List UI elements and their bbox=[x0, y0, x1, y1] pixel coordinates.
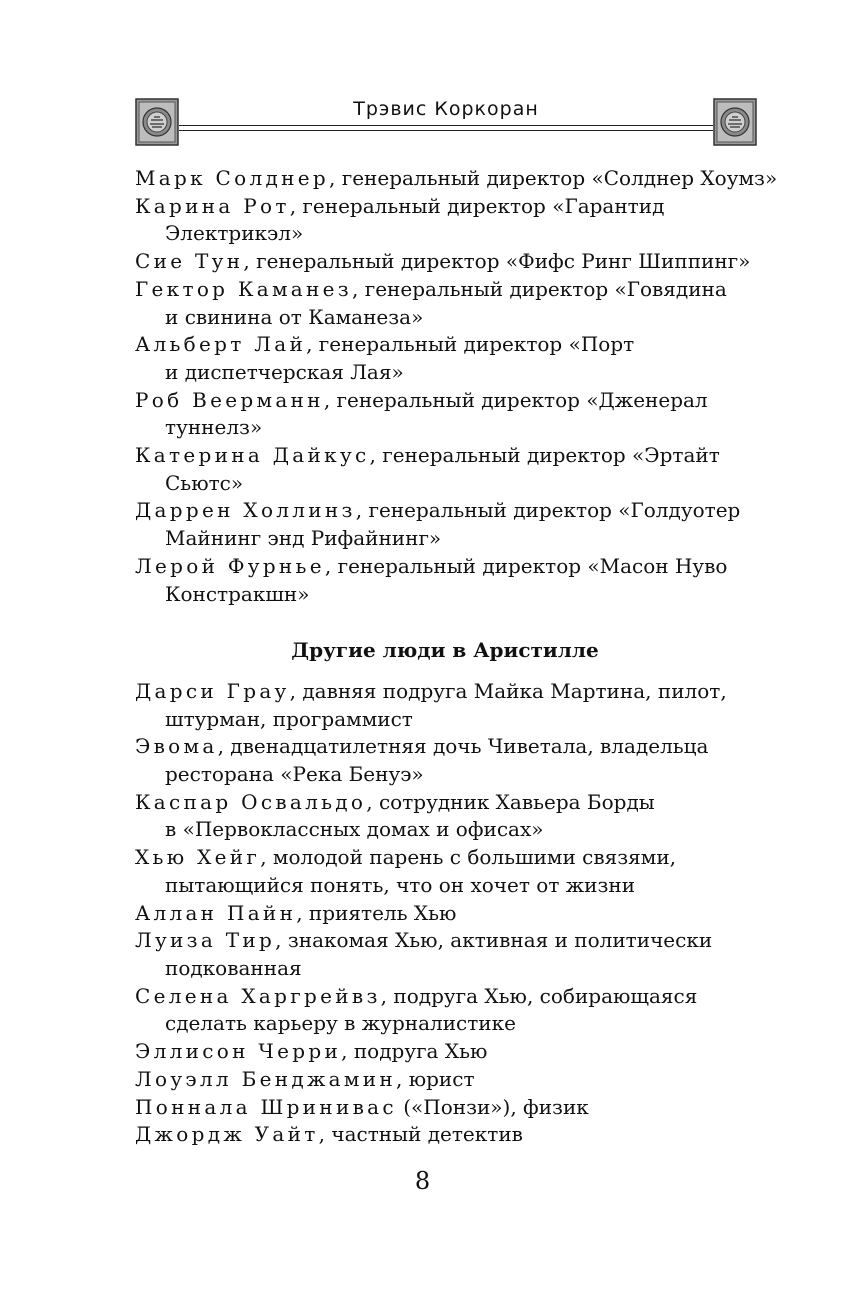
others-list bbox=[135, 678, 755, 1149]
person-name: Луиза Тир bbox=[135, 928, 276, 953]
person-description: , молодой парень с большими связями, bbox=[260, 845, 677, 870]
running-header bbox=[135, 98, 757, 150]
person-name: Катерина Дайкус bbox=[135, 443, 370, 468]
description-continuation: и свинина от Каманеза» bbox=[165, 304, 424, 329]
list-item bbox=[135, 442, 755, 497]
person-description: , подруга Хью, собирающаяся bbox=[380, 983, 698, 1008]
person-description: , знакомая Хью, активная и политически bbox=[275, 928, 713, 953]
description-continuation: сделать карьеру в журналистике bbox=[165, 1011, 516, 1036]
person-name: Карина Рот bbox=[135, 193, 290, 218]
person-description: («Понзи»), физик bbox=[396, 1094, 589, 1119]
list-item bbox=[135, 983, 755, 1038]
description-continuation: Сьютс» bbox=[165, 470, 244, 495]
description-continuation: и диспетчерская Лая» bbox=[165, 359, 404, 384]
person-description: , генеральный директор «Гарантид bbox=[289, 193, 665, 218]
person-name: Даррен Холлинз bbox=[135, 498, 356, 523]
person-description: , двенадцатилетняя дочь Чиветала, владельца bbox=[217, 734, 709, 759]
person-description: , частный детектив bbox=[318, 1122, 523, 1147]
person-name: Эллисон Черри bbox=[135, 1039, 342, 1064]
list-item bbox=[135, 789, 755, 844]
person-name: Эвома bbox=[135, 734, 218, 759]
person-name: Лерой Фурнье bbox=[135, 553, 325, 578]
description-continuation: штурман, программист bbox=[165, 706, 413, 731]
person-description: , генеральный директор «Дженерал bbox=[323, 387, 708, 412]
emblem-icon bbox=[713, 98, 757, 146]
list-item bbox=[135, 553, 755, 608]
person-name: Роб Веерманн bbox=[135, 387, 324, 412]
list-item bbox=[135, 733, 755, 788]
description-continuation: Электрикэл» bbox=[165, 221, 304, 246]
list-item bbox=[135, 248, 755, 276]
person-description: , давняя подруга Майка Мартина, пилот, bbox=[289, 678, 727, 703]
person-name: Лоуэлл Бенджамин bbox=[135, 1066, 396, 1091]
description-continuation: подкованная bbox=[165, 955, 302, 980]
person-description: , генеральный директор «Голдуотер bbox=[355, 498, 741, 523]
list-item bbox=[135, 1038, 755, 1066]
section-heading: Другие люди в Аристилле bbox=[291, 638, 599, 663]
person-description: , генеральный директор «Масон Нуво bbox=[324, 553, 728, 578]
running-title: Трэвис Коркоран bbox=[353, 98, 539, 120]
person-name: Гектор Каманез bbox=[135, 276, 353, 301]
page-body bbox=[135, 165, 778, 1149]
executives-list bbox=[135, 165, 778, 608]
person-name: Хью Хейг bbox=[135, 845, 261, 870]
list-item bbox=[135, 1121, 755, 1149]
person-name: Сие Тун bbox=[135, 249, 244, 274]
list-item bbox=[135, 497, 755, 552]
emblem-icon bbox=[135, 98, 179, 146]
person-description: , генеральный директор «Фифс Ринг Шиппинг» bbox=[243, 249, 751, 274]
person-name: Аллан Пайн bbox=[135, 900, 297, 925]
list-item bbox=[135, 331, 755, 386]
person-name: Джордж Уайт bbox=[135, 1122, 319, 1147]
person-description: , подруга Хью bbox=[341, 1039, 488, 1064]
list-item bbox=[135, 165, 778, 193]
person-description: , генеральный директор «Говядина bbox=[352, 276, 727, 301]
person-name: Альберт Лай bbox=[135, 332, 307, 357]
list-item bbox=[135, 193, 755, 248]
person-name: Поннала Шринивас bbox=[135, 1094, 397, 1119]
person-description: , юрист bbox=[395, 1066, 475, 1091]
description-continuation: туннелз» bbox=[165, 415, 263, 440]
list-item bbox=[135, 927, 755, 982]
page-number: 8 bbox=[414, 1167, 431, 1195]
list-item bbox=[135, 678, 755, 733]
person-description: , генеральный директор «Солднер Хоумз» bbox=[329, 166, 778, 190]
header-rule bbox=[179, 125, 713, 126]
list-item bbox=[135, 1094, 755, 1122]
person-description: , генеральный директор «Порт bbox=[306, 332, 635, 357]
person-description: , генеральный директор «Эртайт bbox=[369, 443, 720, 468]
person-name: Каспар Освальдо bbox=[135, 789, 367, 814]
person-name: Селена Харгрейвз bbox=[135, 983, 381, 1008]
header-rule bbox=[179, 130, 713, 131]
list-item bbox=[135, 844, 755, 899]
person-name: Дарси Грау bbox=[135, 678, 290, 703]
description-continuation: ресторана «Река Бенуэ» bbox=[165, 762, 424, 787]
description-continuation: в «Первоклассных домах и офисах» bbox=[165, 817, 544, 842]
list-item bbox=[135, 900, 755, 928]
description-continuation: Констракшн» bbox=[165, 581, 310, 606]
description-continuation: Майнинг энд Рифайнинг» bbox=[165, 526, 442, 551]
person-description: , сотрудник Хавьера Борды bbox=[366, 789, 655, 814]
list-item bbox=[135, 276, 755, 331]
list-item bbox=[135, 1066, 755, 1094]
person-name: Марк Солднер bbox=[135, 166, 329, 190]
description-continuation: пытающийся понять, что он хочет от жизни bbox=[165, 872, 636, 897]
list-item bbox=[135, 387, 755, 442]
person-description: , приятель Хью bbox=[296, 900, 457, 925]
